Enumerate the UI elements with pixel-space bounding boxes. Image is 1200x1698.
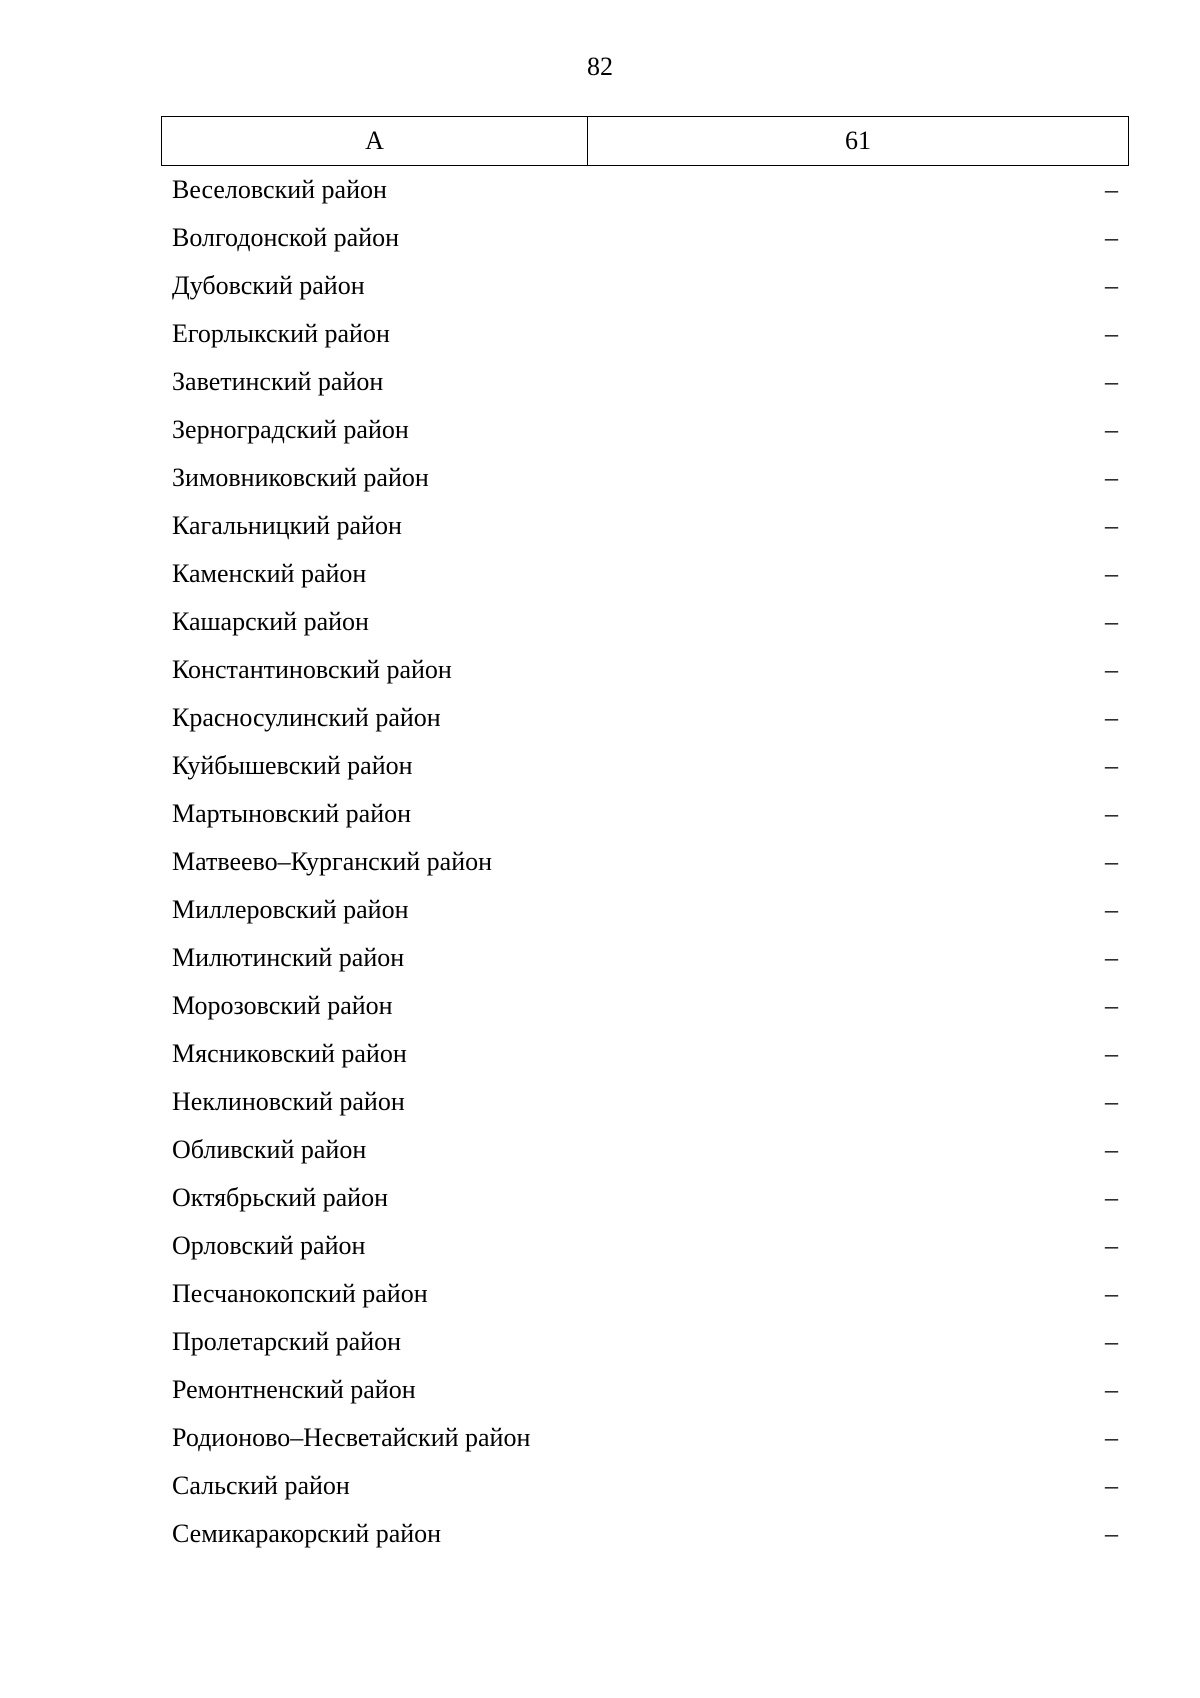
district-name: Дубовский район <box>172 271 365 300</box>
district-name: Заветинский район <box>172 367 384 396</box>
district-value: – <box>1105 1279 1118 1308</box>
district-value: – <box>1105 943 1118 972</box>
district-name: Пролетарский район <box>172 1327 402 1356</box>
table-row <box>161 934 1129 982</box>
district-value: – <box>1105 511 1118 540</box>
district-value: – <box>1105 175 1118 204</box>
table-row <box>161 1126 1129 1174</box>
table-row <box>161 1174 1129 1222</box>
page-number: 82 <box>587 52 613 81</box>
district-name: Сальский район <box>172 1471 350 1500</box>
district-name: Ремонтненский район <box>172 1375 416 1404</box>
table-row <box>161 1222 1129 1270</box>
district-name: Обливский район <box>172 1135 367 1164</box>
district-name: Орловский район <box>172 1231 366 1260</box>
district-value: – <box>1105 991 1118 1020</box>
district-value: – <box>1105 1087 1118 1116</box>
district-value: – <box>1105 607 1118 636</box>
table-row <box>161 310 1129 358</box>
district-name: Куйбышевский район <box>172 751 413 780</box>
district-name: Милютинский район <box>172 943 405 972</box>
table-row <box>161 694 1129 742</box>
table-row <box>161 742 1129 790</box>
district-name: Матвеево–Курганский район <box>172 847 493 876</box>
district-name: Волгодонской район <box>172 223 400 252</box>
district-value: – <box>1105 223 1118 252</box>
district-value: – <box>1105 463 1118 492</box>
district-name: Зерноградский район <box>172 415 409 444</box>
table-row <box>161 262 1129 310</box>
district-value: – <box>1105 1375 1118 1404</box>
district-value: – <box>1105 703 1118 732</box>
district-value: – <box>1105 799 1118 828</box>
table-row <box>161 550 1129 598</box>
district-name: Октябрьский район <box>172 1183 388 1212</box>
table-row <box>161 982 1129 1030</box>
district-name: Родионово–Несветайский район <box>172 1423 531 1452</box>
table-row <box>161 886 1129 934</box>
district-value: – <box>1105 1327 1118 1356</box>
district-name: Зимовниковский район <box>172 463 429 492</box>
table-row <box>161 406 1129 454</box>
district-name: Егорлыкский район <box>172 319 390 348</box>
table-row <box>161 1318 1129 1366</box>
table-row <box>161 454 1129 502</box>
district-name: Кагальницкий район <box>172 511 402 540</box>
table-header <box>161 116 1129 166</box>
table-row <box>161 1030 1129 1078</box>
district-name: Морозовский район <box>172 991 393 1020</box>
district-value: – <box>1105 1423 1118 1452</box>
district-name: Песчанокопский район <box>172 1279 428 1308</box>
district-name: Красносулинский район <box>172 703 441 732</box>
table-row <box>161 1462 1129 1510</box>
table-row <box>161 1414 1129 1462</box>
table-row <box>161 214 1129 262</box>
district-value: – <box>1105 847 1118 876</box>
district-value: – <box>1105 1231 1118 1260</box>
district-value: – <box>1105 271 1118 300</box>
district-name: Каменский район <box>172 559 367 588</box>
table-row <box>161 1366 1129 1414</box>
table-row <box>161 1078 1129 1126</box>
district-value: – <box>1105 1039 1118 1068</box>
district-name: Неклиновский район <box>172 1087 405 1116</box>
header-cell-a: А <box>162 117 588 165</box>
table-row <box>161 502 1129 550</box>
district-value: – <box>1105 319 1118 348</box>
district-name: Мясниковский район <box>172 1039 407 1068</box>
district-value: – <box>1105 1135 1118 1164</box>
district-value: – <box>1105 1471 1118 1500</box>
district-value: – <box>1105 751 1118 780</box>
table-row <box>161 646 1129 694</box>
table-row <box>161 598 1129 646</box>
district-value: – <box>1105 1519 1118 1548</box>
district-name: Семикаракорский район <box>172 1519 442 1548</box>
district-value: – <box>1105 367 1118 396</box>
table-row <box>161 790 1129 838</box>
district-name: Константиновский район <box>172 655 452 684</box>
district-value: – <box>1105 559 1118 588</box>
district-value: – <box>1105 415 1118 444</box>
district-name: Кашарский район <box>172 607 369 636</box>
table-body <box>161 166 1129 1558</box>
district-value: – <box>1105 1183 1118 1212</box>
table-row <box>161 838 1129 886</box>
table-row <box>161 166 1129 214</box>
table-row <box>161 358 1129 406</box>
header-cell-61: 61 <box>845 126 871 155</box>
district-value: – <box>1105 895 1118 924</box>
district-value: – <box>1105 655 1118 684</box>
district-name: Мартыновский район <box>172 799 412 828</box>
district-name: Веселовский район <box>172 175 387 204</box>
table-row <box>161 1510 1129 1558</box>
district-name: Миллеровский район <box>172 895 409 924</box>
table-row <box>161 1270 1129 1318</box>
